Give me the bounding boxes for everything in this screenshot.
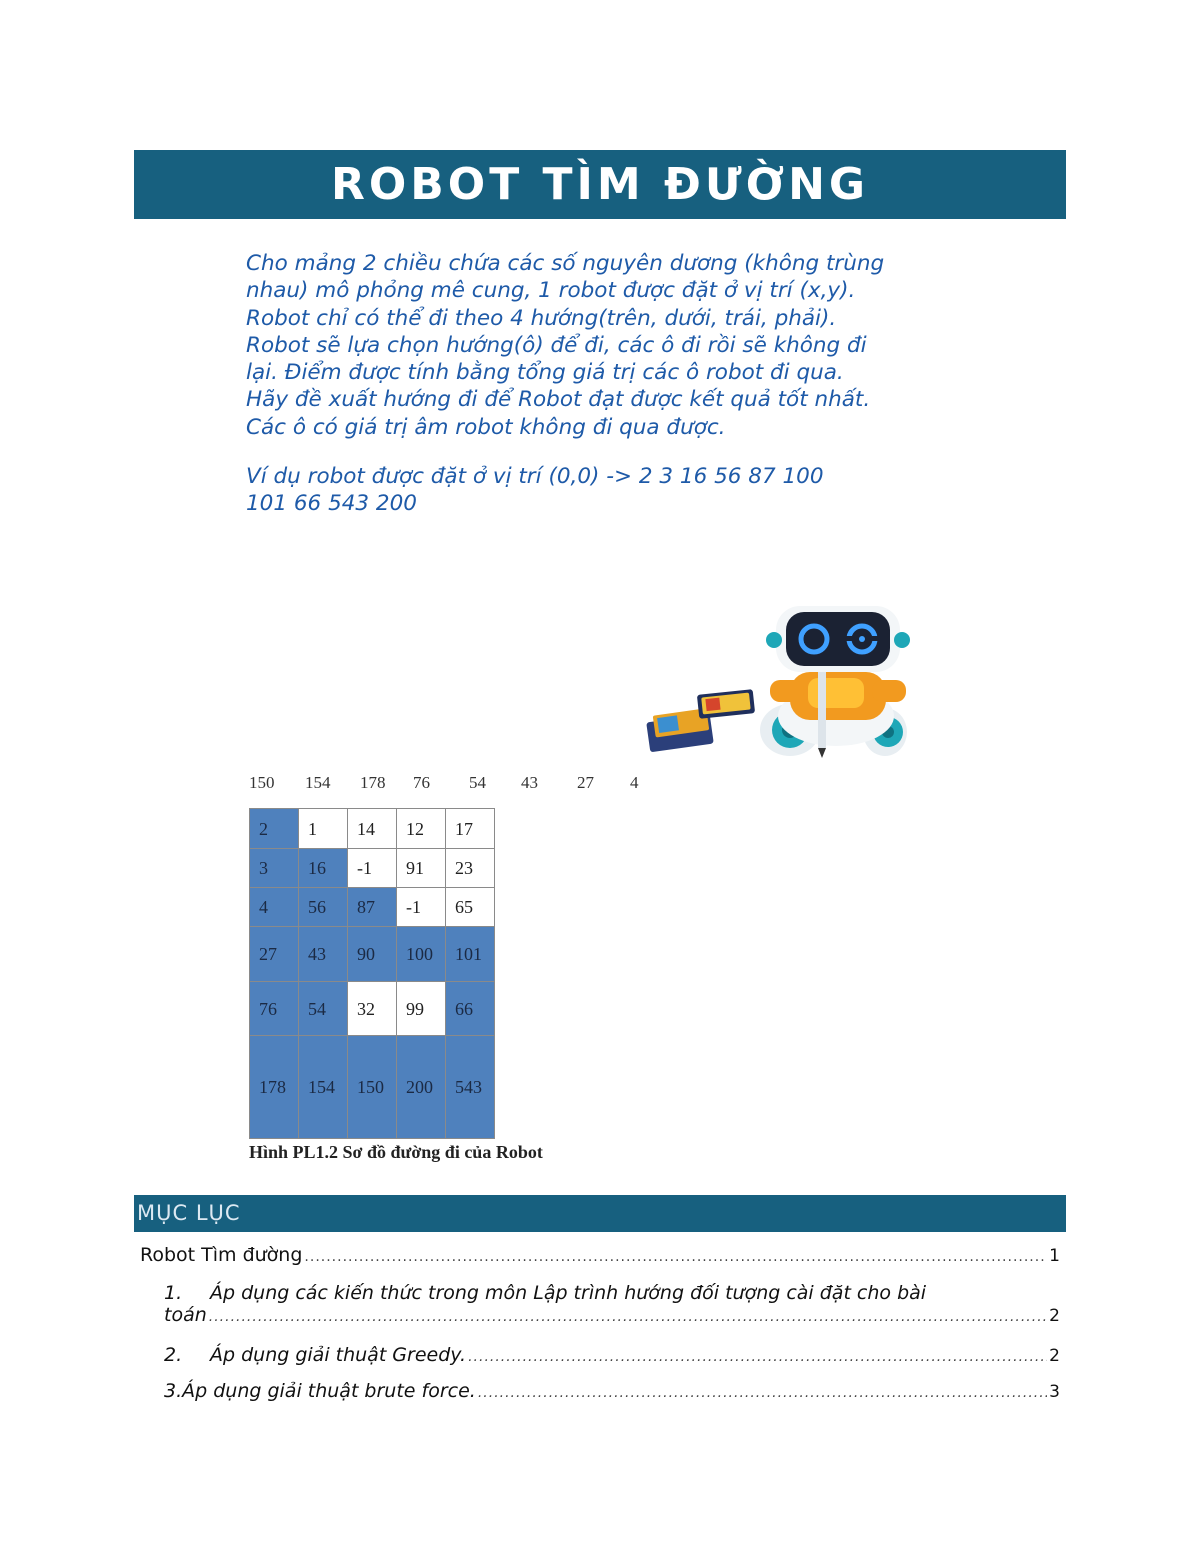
grid-cell-path: 154 [299, 1036, 348, 1139]
grid-cell: 91 [397, 849, 446, 888]
top-number: 178 [360, 773, 386, 792]
toc-entry-text: Robot Tìm đường [140, 1244, 303, 1266]
grid-cell: -1 [397, 888, 446, 927]
robot-illustration [640, 600, 910, 770]
robot-path-grid [249, 808, 495, 1139]
grid-cell-path: 27 [250, 927, 299, 982]
grid-cell-path: 66 [446, 982, 495, 1036]
page-title: ROBOT TÌM ĐƯỜNG [134, 150, 1066, 219]
card-icon [697, 689, 755, 719]
grid-cell-path: 100 [397, 927, 446, 982]
grid-cell-path: 543 [446, 1036, 495, 1139]
toc-page-number: 2 [1049, 1306, 1060, 1326]
toc-entry-brute-force[interactable] [164, 1380, 1060, 1402]
grid-cell-path: 4 [250, 888, 299, 927]
toc-leader [468, 1349, 1047, 1365]
example-line: 101 66 543 200 [246, 491, 417, 517]
grid-cell: 65 [446, 888, 495, 927]
toc-leader [209, 1309, 1047, 1325]
toc-page-number: 3 [1049, 1382, 1060, 1402]
toc-leader [478, 1385, 1047, 1401]
intro-line: lại. Điểm được tính bằng tổng giá trị các ô robot đi qua. [246, 360, 844, 386]
toc-page-number: 1 [1049, 1246, 1060, 1266]
top-number: 27 [577, 773, 594, 792]
intro-line: Các ô có giá trị âm robot không đi qua được. [246, 414, 726, 440]
grid-row [250, 809, 495, 849]
grid-cell-path: 101 [446, 927, 495, 982]
toc-entry-number: 1. [164, 1282, 183, 1304]
intro-line: Hãy đề xuất hướng đi để Robot đạt được kết quả tốt nhất. [246, 387, 871, 413]
toc-leader [304, 1249, 1047, 1265]
grid-row [250, 982, 495, 1036]
grid-cell-path: 76 [250, 982, 299, 1036]
toc-page-number: 2 [1049, 1346, 1060, 1366]
top-number: 150 [249, 773, 275, 792]
grid-cell: 1 [299, 809, 348, 849]
grid-cell: 23 [446, 849, 495, 888]
toc-entry-text: toán [164, 1304, 207, 1326]
grid-cell: -1 [348, 849, 397, 888]
problem-description [246, 250, 952, 518]
grid-cell-path: 16 [299, 849, 348, 888]
toc-header: MỤC LỤC [134, 1195, 1066, 1232]
toc-entry-text: Áp dụng các kiến thức trong môn Lập trình hướng đối tượng cài đặt cho bài [210, 1282, 927, 1304]
grid-cell-path: 3 [250, 849, 299, 888]
toc-entry-robot[interactable] [140, 1244, 1060, 1266]
top-number: 76 [413, 773, 430, 792]
grid-cell-path: 178 [250, 1036, 299, 1139]
grid-row [250, 927, 495, 982]
top-number: 4 [630, 773, 639, 792]
grid-cell-path: 150 [348, 1036, 397, 1139]
grid-cell-path: 87 [348, 888, 397, 927]
intro-line: Robot chỉ có thể đi theo 4 hướng(trên, dưới, trái, phải). [246, 305, 837, 331]
toc-entry-oop[interactable] [164, 1282, 1060, 1326]
intro-line: Cho mảng 2 chiều chứa các số nguyên dương (không trùng [246, 251, 885, 276]
grid-row [250, 849, 495, 888]
figure-caption: Hình PL1.2 Sơ đồ đường đi của Robot [249, 1142, 543, 1162]
grid-cell-path: 43 [299, 927, 348, 982]
example-line: Ví dụ robot được đặt ở vị trí (0,0) -> 2 3 16 56 87 100 [246, 464, 824, 490]
grid-cell-path: 54 [299, 982, 348, 1036]
top-number: 43 [521, 773, 538, 792]
top-number: 54 [469, 773, 486, 792]
grid-cell: 14 [348, 809, 397, 849]
toc-entry-number: 2. [164, 1344, 183, 1366]
grid-cell: 12 [397, 809, 446, 849]
toc-entry-greedy[interactable] [164, 1344, 1060, 1366]
grid-cell: 32 [348, 982, 397, 1036]
grid-cell: 17 [446, 809, 495, 849]
grid-cell-path: 56 [299, 888, 348, 927]
top-number: 154 [305, 773, 331, 792]
toc-entry-text: Áp dụng giải thuật Greedy. [210, 1344, 467, 1366]
grid-row [250, 888, 495, 927]
grid-cell: 99 [397, 982, 446, 1036]
grid-cell-path: 2 [250, 809, 299, 849]
grid-row [250, 1036, 495, 1139]
toc-entry-text: 3.Áp dụng giải thuật brute force. [164, 1380, 476, 1402]
intro-line: Robot sẽ lựa chọn hướng(ô) để đi, các ô đi rồi sẽ không đi [246, 332, 867, 358]
intro-line: nhau) mô phỏng mê cung, 1 robot được đặt ở vị trí (x,y). [246, 278, 856, 304]
grid-cell-path: 200 [397, 1036, 446, 1139]
grid-cell-path: 90 [348, 927, 397, 982]
